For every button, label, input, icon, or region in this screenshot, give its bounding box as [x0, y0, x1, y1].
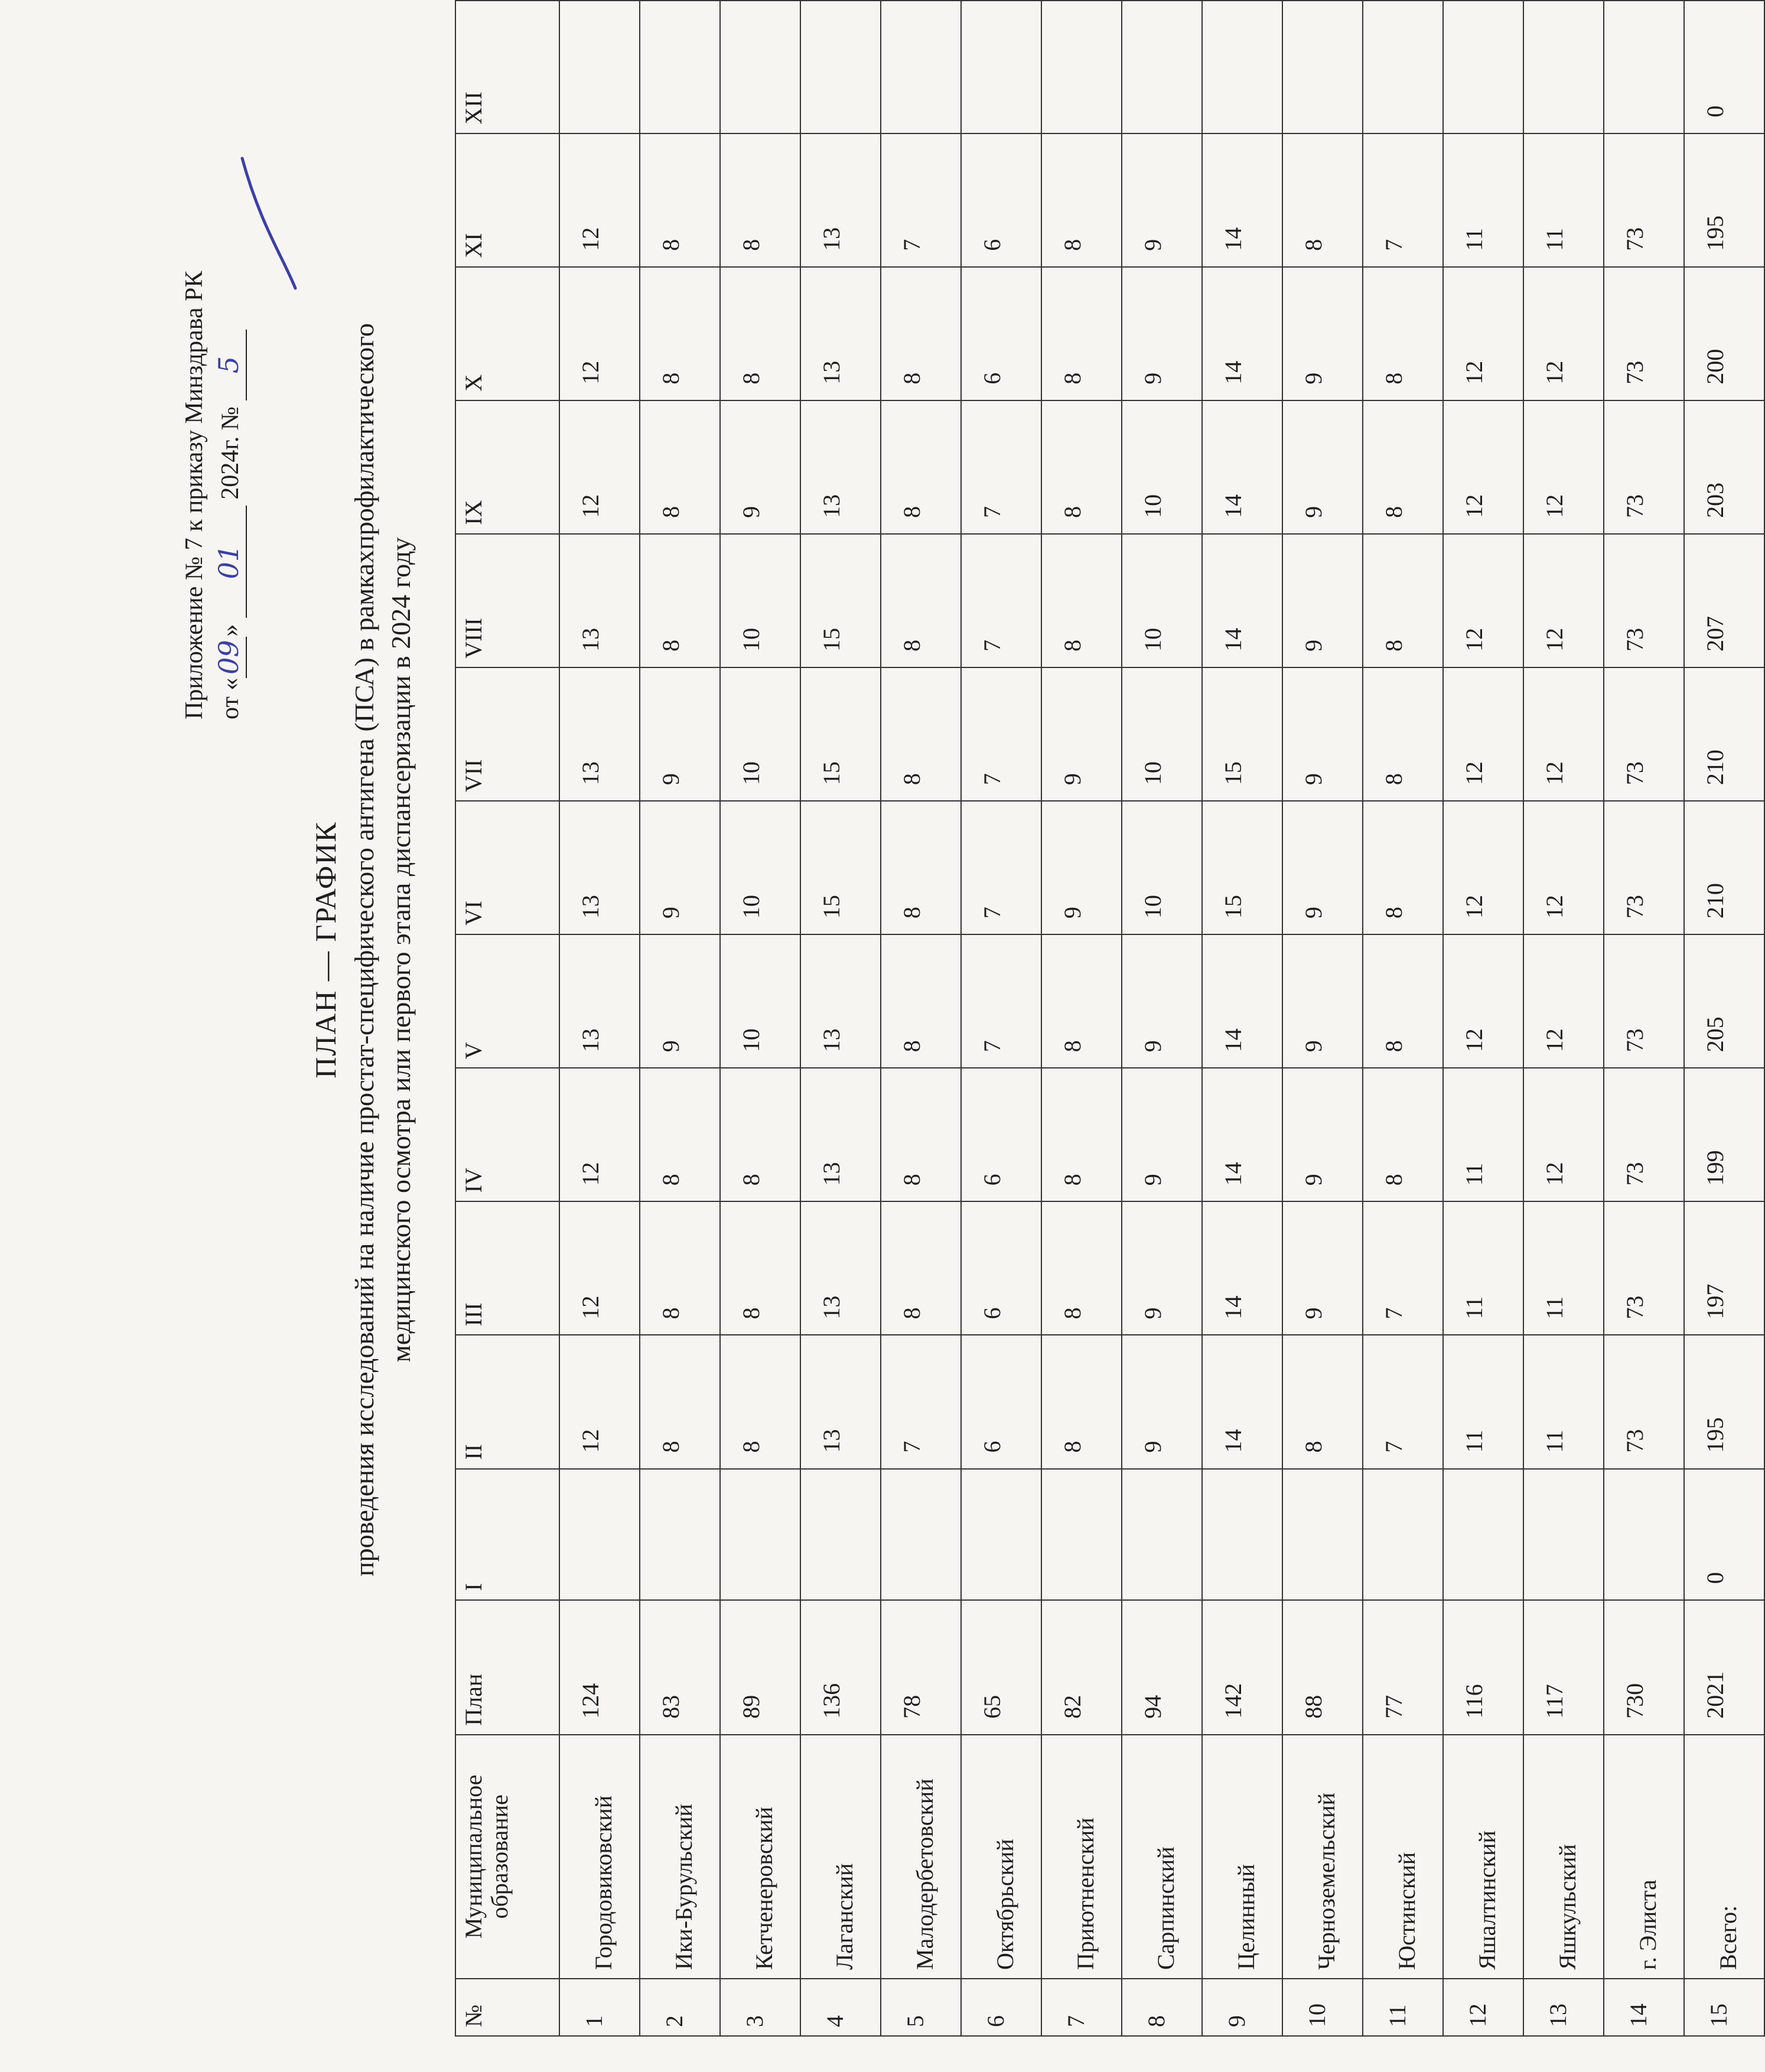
order-year-label: 2024г. №	[217, 406, 244, 500]
month-value-cell: 11	[1523, 1201, 1604, 1335]
plan-cell: 2021	[1684, 1600, 1764, 1735]
month-value-cell: 73	[1604, 133, 1684, 267]
month-value-cell: 11	[1443, 1201, 1523, 1335]
month-value-cell: 73	[1604, 667, 1684, 801]
month-value-cell: 9	[1122, 267, 1202, 400]
month-value-cell	[720, 1, 800, 133]
municipality-cell: Ики-Бурульский	[640, 1735, 720, 1979]
month-value-cell: 8	[1041, 1201, 1122, 1335]
municipality-cell: Целинный	[1202, 1735, 1282, 1979]
month-value-cell: 8	[881, 934, 961, 1068]
month-value-cell	[559, 1, 640, 133]
municipality-cell: Всего:	[1684, 1735, 1764, 1979]
municipality-cell: Черноземельский	[1282, 1735, 1363, 1979]
month-value-cell: 11	[1443, 1068, 1523, 1201]
month-value-cell	[961, 1469, 1041, 1600]
month-value-cell	[881, 1469, 961, 1600]
table-row	[800, 1, 881, 2036]
column-header: План	[455, 1600, 559, 1735]
month-value-cell: 197	[1684, 1201, 1764, 1335]
month-value-cell: 8	[881, 267, 961, 400]
municipality-cell: Лаганский	[800, 1735, 881, 1979]
month-value-cell: 7	[881, 133, 961, 267]
month-value-cell: 9	[1282, 400, 1363, 534]
month-value-cell: 73	[1604, 1335, 1684, 1468]
month-value-cell: 0	[1684, 1469, 1764, 1600]
month-value-cell: 14	[1202, 1068, 1282, 1201]
month-value-cell	[1363, 1, 1443, 133]
month-value-cell: 8	[1041, 934, 1122, 1068]
column-header: V	[455, 934, 559, 1068]
plan-cell: 78	[881, 1600, 961, 1735]
column-header: VIII	[455, 534, 559, 667]
column-header: №	[455, 1979, 559, 2036]
handwritten-day: 09	[211, 637, 247, 678]
month-value-cell: 73	[1604, 400, 1684, 534]
month-value-cell: 15	[1202, 667, 1282, 801]
row-number-cell: 6	[961, 1979, 1041, 2036]
signature-stroke	[236, 152, 307, 294]
month-value-cell: 7	[961, 801, 1041, 934]
month-value-cell: 8	[881, 1068, 961, 1201]
month-value-cell: 9	[1122, 1068, 1202, 1201]
plan-cell: 94	[1122, 1600, 1202, 1735]
month-value-cell: 8	[881, 1201, 961, 1335]
month-value-cell	[1523, 1, 1604, 133]
month-value-cell	[1443, 1, 1523, 133]
month-value-cell	[1604, 1, 1684, 133]
row-number-cell: 4	[800, 1979, 881, 2036]
row-number-cell: 2	[640, 1979, 720, 2036]
month-value-cell	[720, 1469, 800, 1600]
month-value-cell: 8	[1041, 534, 1122, 667]
month-value-cell: 8	[1282, 133, 1363, 267]
month-value-cell: 12	[559, 1201, 640, 1335]
column-header: XII	[455, 1, 559, 133]
table-row	[559, 1, 640, 2036]
month-value-cell: 12	[559, 400, 640, 534]
month-value-cell: 7	[881, 1335, 961, 1468]
month-value-cell: 13	[800, 400, 881, 534]
month-value-cell: 12	[559, 267, 640, 400]
month-value-cell: 12	[1523, 1068, 1604, 1201]
month-value-cell: 11	[1443, 1335, 1523, 1468]
municipality-cell: Кетченеровский	[720, 1735, 800, 1979]
month-value-cell: 8	[1041, 400, 1122, 534]
month-value-cell: 73	[1604, 267, 1684, 400]
table-row	[1282, 1, 1363, 2036]
month-value-cell	[1122, 1, 1202, 133]
month-value-cell: 15	[1202, 801, 1282, 934]
municipality-cell: г. Элиста	[1604, 1735, 1684, 1979]
month-value-cell: 11	[1443, 133, 1523, 267]
month-value-cell	[1443, 1469, 1523, 1600]
month-value-cell: 73	[1604, 534, 1684, 667]
month-value-cell: 12	[1523, 267, 1604, 400]
month-value-cell: 8	[720, 1068, 800, 1201]
month-value-cell: 13	[559, 667, 640, 801]
month-value-cell: 13	[800, 934, 881, 1068]
month-value-cell: 8	[640, 400, 720, 534]
month-value-cell	[1363, 1469, 1443, 1600]
month-value-cell: 8	[640, 1335, 720, 1468]
plan-cell: 77	[1363, 1600, 1443, 1735]
month-value-cell: 10	[720, 667, 800, 801]
handwritten-month: 01	[211, 506, 247, 618]
handwritten-order-number: 5	[211, 330, 247, 400]
month-value-cell: 6	[961, 1201, 1041, 1335]
document-subtitle-line-1: проведения исследований на наличие простат-специфического антигена (ПСА) в рамкахпрофилактического	[349, 323, 379, 1576]
column-header: X	[455, 267, 559, 400]
month-value-cell	[1523, 1469, 1604, 1600]
table-row	[1122, 1, 1202, 2036]
month-value-cell: 8	[881, 667, 961, 801]
month-value-cell: 9	[1282, 934, 1363, 1068]
municipality-cell: Сарпинский	[1122, 1735, 1202, 1979]
table-row	[1604, 1, 1684, 2036]
month-value-cell: 12	[1523, 667, 1604, 801]
plan-cell: 730	[1604, 1600, 1684, 1735]
month-value-cell	[1041, 1, 1122, 133]
month-value-cell: 9	[1041, 801, 1122, 934]
month-value-cell: 14	[1202, 934, 1282, 1068]
month-value-cell	[1122, 1469, 1202, 1600]
month-value-cell: 14	[1202, 133, 1282, 267]
month-value-cell: 10	[1122, 534, 1202, 667]
column-header: XI	[455, 133, 559, 267]
month-value-cell: 73	[1604, 801, 1684, 934]
month-value-cell: 7	[961, 934, 1041, 1068]
month-value-cell: 9	[1282, 801, 1363, 934]
column-header: VI	[455, 801, 559, 934]
month-value-cell: 8	[1363, 400, 1443, 534]
month-value-cell	[1202, 1, 1282, 133]
municipality-cell: Приютненский	[1041, 1735, 1122, 1979]
plan-cell: 65	[961, 1600, 1041, 1735]
month-value-cell: 15	[800, 667, 881, 801]
month-value-cell: 210	[1684, 667, 1764, 801]
column-header: I	[455, 1469, 559, 1600]
month-value-cell: 9	[640, 667, 720, 801]
month-value-cell: 8	[720, 267, 800, 400]
month-value-cell: 10	[1122, 400, 1202, 534]
table-row	[1363, 1, 1443, 2036]
month-value-cell: 8	[720, 1335, 800, 1468]
month-value-cell: 73	[1604, 1201, 1684, 1335]
plan-cell: 116	[1443, 1600, 1523, 1735]
month-value-cell: 203	[1684, 400, 1764, 534]
month-value-cell: 8	[881, 534, 961, 667]
month-value-cell: 8	[1041, 133, 1122, 267]
month-value-cell: 12	[1523, 934, 1604, 1068]
month-value-cell: 9	[1122, 1335, 1202, 1468]
month-value-cell	[640, 1, 720, 133]
month-value-cell: 7	[1363, 133, 1443, 267]
column-header: III	[455, 1201, 559, 1335]
month-value-cell: 15	[800, 534, 881, 667]
municipality-cell: Октябрьский	[961, 1735, 1041, 1979]
month-value-cell: 6	[961, 1068, 1041, 1201]
month-value-cell: 13	[800, 1335, 881, 1468]
month-value-cell: 14	[1202, 400, 1282, 534]
column-header: VII	[455, 667, 559, 801]
municipality-cell: Городовиковский	[559, 1735, 640, 1979]
appendix-line-1: Приложение № 7 к приказу Минздрава РК	[181, 271, 208, 719]
month-value-cell: 9	[1282, 667, 1363, 801]
month-value-cell: 205	[1684, 934, 1764, 1068]
month-value-cell: 9	[1282, 534, 1363, 667]
month-value-cell	[1282, 1, 1363, 133]
month-value-cell: 0	[1684, 1, 1764, 133]
table-row	[1202, 1, 1282, 2036]
table-row	[720, 1, 800, 2036]
month-value-cell: 8	[1363, 934, 1443, 1068]
month-value-cell: 9	[1282, 1201, 1363, 1335]
plan-cell: 82	[1041, 1600, 1122, 1735]
month-value-cell: 15	[800, 801, 881, 934]
month-value-cell: 8	[720, 1201, 800, 1335]
month-value-cell: 9	[1122, 1201, 1202, 1335]
month-value-cell: 8	[640, 267, 720, 400]
municipality-cell: Яшалтинский	[1443, 1735, 1523, 1979]
month-value-cell: 8	[881, 400, 961, 534]
table-row	[881, 1, 961, 2036]
month-value-cell: 12	[1443, 400, 1523, 534]
month-value-cell: 7	[961, 534, 1041, 667]
month-value-cell: 200	[1684, 267, 1764, 400]
row-number-cell: 5	[881, 1979, 961, 2036]
municipality-cell: Малодербетовский	[881, 1735, 961, 1979]
schedule-table	[455, 0, 1765, 2037]
month-value-cell	[800, 1, 881, 133]
row-number-cell: 9	[1202, 1979, 1282, 2036]
month-value-cell: 11	[1523, 1335, 1604, 1468]
month-value-cell: 9	[1282, 1068, 1363, 1201]
table-row	[1443, 1, 1523, 2036]
month-value-cell: 12	[559, 133, 640, 267]
month-value-cell: 13	[559, 801, 640, 934]
column-header: Муниципальное образование	[455, 1735, 559, 1979]
month-value-cell: 195	[1684, 1335, 1764, 1468]
appendix-header	[177, 11, 248, 719]
month-value-cell: 12	[1523, 534, 1604, 667]
month-value-cell: 10	[1122, 667, 1202, 801]
column-header: IV	[455, 1068, 559, 1201]
column-header: IX	[455, 400, 559, 534]
plan-cell: 117	[1523, 1600, 1604, 1735]
month-value-cell: 9	[1122, 133, 1202, 267]
table-row	[640, 1, 720, 2036]
table-row	[1041, 1, 1122, 2036]
month-value-cell: 195	[1684, 133, 1764, 267]
month-value-cell	[1282, 1469, 1363, 1600]
appendix-line-2	[211, 11, 248, 719]
table-row	[1684, 1, 1764, 2036]
month-value-cell: 10	[720, 801, 800, 934]
month-value-cell: 8	[1041, 1068, 1122, 1201]
month-value-cell: 12	[1443, 534, 1523, 667]
month-value-cell	[640, 1469, 720, 1600]
month-value-cell: 8	[640, 133, 720, 267]
month-value-cell: 8	[1363, 1068, 1443, 1201]
row-number-cell: 13	[1523, 1979, 1604, 2036]
month-value-cell: 11	[1523, 133, 1604, 267]
month-value-cell: 9	[1282, 267, 1363, 400]
month-value-cell: 14	[1202, 267, 1282, 400]
month-value-cell: 199	[1684, 1068, 1764, 1201]
month-value-cell: 6	[961, 133, 1041, 267]
document-title-block	[307, 182, 419, 1718]
month-value-cell: 8	[640, 1201, 720, 1335]
month-value-cell: 9	[640, 934, 720, 1068]
month-value-cell: 9	[720, 400, 800, 534]
month-value-cell: 6	[961, 267, 1041, 400]
month-value-cell: 8	[1363, 801, 1443, 934]
row-number-cell: 15	[1684, 1979, 1764, 2036]
row-number-cell: 8	[1122, 1979, 1202, 2036]
month-value-cell: 7	[961, 667, 1041, 801]
month-value-cell	[961, 1, 1041, 133]
month-value-cell	[1604, 1469, 1684, 1600]
month-value-cell: 10	[1122, 801, 1202, 934]
document-title: ПЛАН — ГРАФИК	[309, 821, 342, 1079]
month-value-cell: 8	[640, 1068, 720, 1201]
date-quote-close: »	[217, 624, 244, 637]
row-number-cell: 14	[1604, 1979, 1684, 2036]
plan-cell: 89	[720, 1600, 800, 1735]
month-value-cell: 14	[1202, 1335, 1282, 1468]
month-value-cell: 13	[559, 534, 640, 667]
month-value-cell	[1202, 1469, 1282, 1600]
month-value-cell: 8	[881, 801, 961, 934]
month-value-cell: 73	[1604, 934, 1684, 1068]
month-value-cell: 13	[800, 1068, 881, 1201]
row-number-cell: 11	[1363, 1979, 1443, 2036]
month-value-cell: 8	[640, 534, 720, 667]
month-value-cell: 8	[1363, 267, 1443, 400]
month-value-cell: 12	[1443, 267, 1523, 400]
month-value-cell: 13	[800, 267, 881, 400]
municipality-cell: Юстинский	[1363, 1735, 1443, 1979]
table-header-row	[455, 1, 559, 2036]
month-value-cell: 73	[1604, 1068, 1684, 1201]
table-row	[1523, 1, 1604, 2036]
month-value-cell: 10	[720, 934, 800, 1068]
month-value-cell: 12	[559, 1335, 640, 1468]
plan-cell: 136	[800, 1600, 881, 1735]
row-number-cell: 12	[1443, 1979, 1523, 2036]
plan-cell: 83	[640, 1600, 720, 1735]
month-value-cell: 13	[800, 1201, 881, 1335]
plan-cell: 124	[559, 1600, 640, 1735]
month-value-cell: 9	[1041, 667, 1122, 801]
month-value-cell: 7	[961, 400, 1041, 534]
month-value-cell: 14	[1202, 534, 1282, 667]
month-value-cell: 210	[1684, 801, 1764, 934]
month-value-cell: 9	[640, 801, 720, 934]
plan-cell: 142	[1202, 1600, 1282, 1735]
month-value-cell: 12	[1523, 801, 1604, 934]
municipality-cell: Яшкульский	[1523, 1735, 1604, 1979]
month-value-cell	[881, 1, 961, 133]
month-value-cell: 7	[1363, 1201, 1443, 1335]
month-value-cell: 9	[1122, 934, 1202, 1068]
month-value-cell: 14	[1202, 1201, 1282, 1335]
month-value-cell	[1041, 1469, 1122, 1600]
month-value-cell: 12	[559, 1068, 640, 1201]
row-number-cell: 10	[1282, 1979, 1363, 2036]
month-value-cell: 12	[1443, 667, 1523, 801]
plan-cell: 88	[1282, 1600, 1363, 1735]
month-value-cell: 13	[559, 934, 640, 1068]
row-number-cell: 7	[1041, 1979, 1122, 2036]
month-value-cell: 8	[1363, 667, 1443, 801]
month-value-cell: 12	[1443, 801, 1523, 934]
month-value-cell	[800, 1469, 881, 1600]
date-prefix: от «	[217, 677, 244, 719]
month-value-cell: 13	[800, 133, 881, 267]
column-header: II	[455, 1335, 559, 1468]
row-number-cell: 3	[720, 1979, 800, 2036]
month-value-cell: 7	[1363, 1335, 1443, 1468]
month-value-cell: 12	[1443, 934, 1523, 1068]
month-value-cell: 207	[1684, 534, 1764, 667]
month-value-cell: 8	[1041, 1335, 1122, 1468]
month-value-cell: 8	[1041, 267, 1122, 400]
month-value-cell: 8	[720, 133, 800, 267]
month-value-cell: 12	[1523, 400, 1604, 534]
month-value-cell: 6	[961, 1335, 1041, 1468]
table-row	[961, 1, 1041, 2036]
month-value-cell: 10	[720, 534, 800, 667]
month-value-cell	[559, 1469, 640, 1600]
row-number-cell: 1	[559, 1979, 640, 2036]
month-value-cell: 8	[1363, 534, 1443, 667]
month-value-cell: 8	[1282, 1335, 1363, 1468]
document-subtitle-line-2: медицинского осмотра или первого этапа диспансеризации в 2024 году	[386, 537, 416, 1363]
